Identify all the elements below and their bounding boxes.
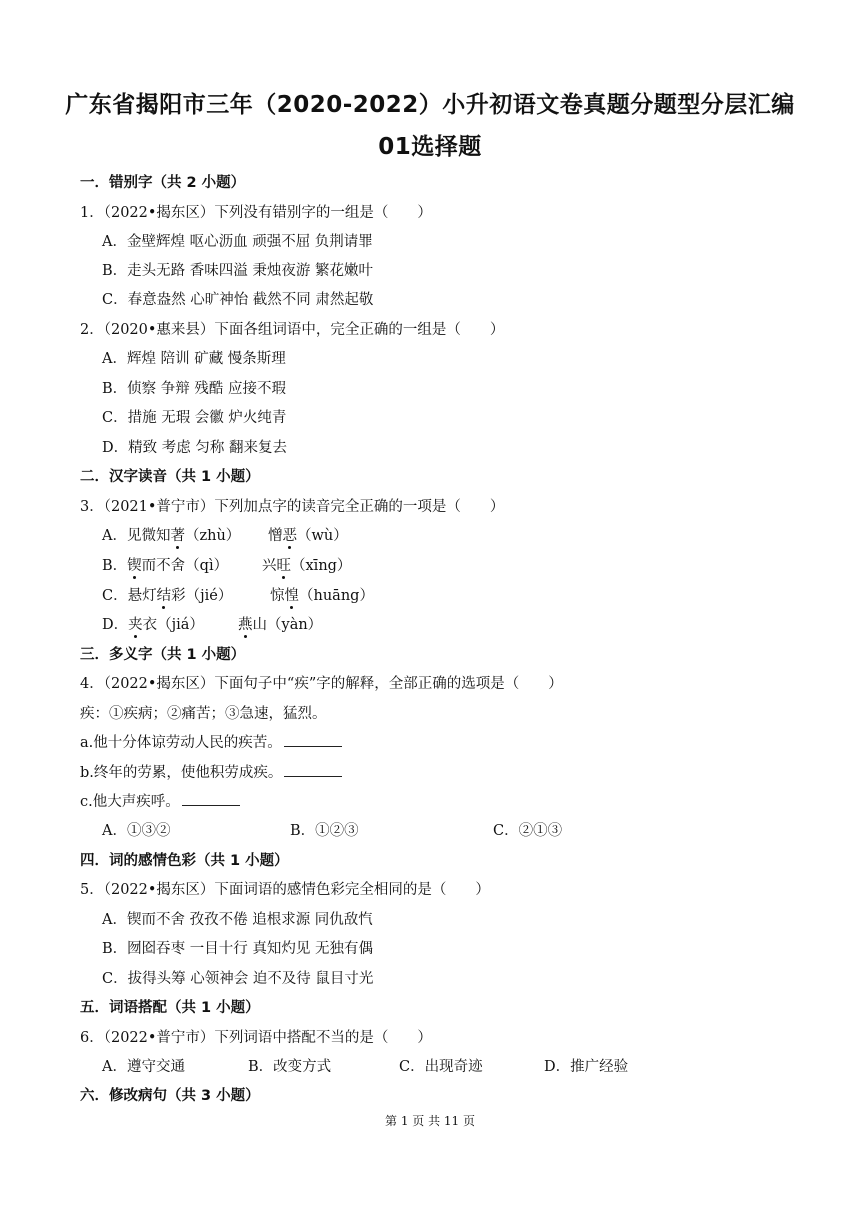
dotted-character: 旺: [276, 558, 291, 574]
question-1-option-c: C．春意盎然 心旷神怡 截然不同 肃然起敬: [102, 292, 374, 308]
document-title-line1: 广东省揭阳市三年（2020-2022）小升初语文卷真题分题型分层汇编: [65, 92, 795, 118]
question-2-stem: 2．（2020•惠来县）下面各组词语中，完全正确的一组是（ ）: [80, 322, 505, 338]
question-4-sentence-b: b.终年的劳累，使他积劳成疾。: [80, 764, 342, 782]
section-heading-sentence-correction: 六．修改病句（共 3 小题）: [80, 1088, 260, 1104]
answer-blank[interactable]: [284, 764, 342, 777]
question-4-sentence-c: c.他大声疾呼。: [80, 793, 240, 811]
answer-blank[interactable]: [182, 793, 240, 806]
question-4-definitions: 疾：①疾病；②痛苦；③急速，猛烈。: [80, 706, 327, 722]
dotted-character: 结: [156, 588, 172, 604]
question-5-stem: 5．（2022•揭东区）下面词语的感情色彩完全相同的是（ ）: [80, 882, 490, 898]
option-label: A．: [102, 528, 127, 544]
dotted-character: 惶: [284, 588, 299, 604]
dotted-character: 燕: [238, 617, 253, 633]
document-title-line2: 01选择题: [378, 134, 482, 160]
question-3-option-c-word2: 惊惶（huāng）: [270, 588, 374, 604]
question-6-option-a: A．遵守交通: [102, 1059, 185, 1075]
question-1-option-a: A．金壁辉煌 呕心沥血 顽强不屈 负荆请罪: [102, 234, 373, 250]
question-4-option-a: A．①③②: [102, 823, 171, 839]
question-2-option-a: A．辉煌 陪训 矿藏 慢条斯理: [102, 351, 286, 367]
option-label: C．: [102, 588, 128, 604]
question-4-option-c: C．②①③: [493, 823, 563, 839]
section-heading-polysemy: 三．多义字（共 1 小题）: [80, 647, 246, 663]
question-3-option-a-word2: 憎恶（wù）: [268, 528, 348, 544]
dotted-character: 锲: [127, 558, 142, 574]
question-3-option-b: B．锲而不舍（qì）: [102, 558, 229, 574]
question-3-option-d-word2: 燕山（yàn）: [238, 617, 323, 633]
question-3-option-d: D．夹衣（jiá）: [102, 617, 204, 633]
question-4-option-b: B．①②③: [290, 823, 359, 839]
question-5-option-b: B．囫囵吞枣 一目十行 真知灼见 无独有偶: [102, 941, 373, 957]
question-4-stem: 4．（2022•揭东区）下面句子中“疾”字的解释，全部正确的选项是（ ）: [80, 676, 563, 692]
dotted-character: 恶: [282, 528, 297, 544]
option-label: B．: [102, 558, 128, 574]
section-heading-sentiment: 四．词的感情色彩（共 1 小题）: [80, 853, 289, 869]
dotted-character: 著: [170, 528, 185, 544]
question-4-sentence-a: a.他十分体谅劳动人民的疾苦。: [80, 734, 342, 752]
question-3-option-b-word2: 兴旺（xīng）: [262, 558, 352, 574]
section-heading-pronunciation: 二．汉字读音（共 1 小题）: [80, 469, 260, 485]
option-label: D．: [102, 617, 129, 633]
question-6-option-b: B．改变方式: [248, 1059, 332, 1075]
dotted-character: 夹: [128, 617, 143, 633]
answer-blank[interactable]: [284, 734, 342, 747]
question-3-option-c: C．悬灯结彩（jié）: [102, 588, 233, 604]
question-5-option-a: A．锲而不舍 孜孜不倦 追根求源 同仇敌忾: [102, 912, 373, 928]
page-footer: 第 1 页 共 11 页: [385, 1114, 475, 1128]
question-1-option-b: B．走头无路 香味四溢 秉烛夜游 繁花嫩叶: [102, 263, 373, 279]
question-5-option-c: C．拔得头筹 心领神会 迫不及待 鼠目寸光: [102, 971, 374, 987]
question-1-stem: 1．（2022•揭东区）下列没有错别字的一组是（ ）: [80, 205, 432, 221]
question-6-option-d: D．推广经验: [544, 1059, 629, 1075]
question-2-option-b: B．侦察 争辩 残酷 应接不瑕: [102, 381, 286, 397]
section-heading-collocation: 五．词语搭配（共 1 小题）: [80, 1000, 260, 1016]
question-6-option-c: C．出现奇迹: [399, 1059, 483, 1075]
question-3-option-a: A．见微知著（zhù）: [102, 528, 241, 544]
question-6-stem: 6．（2022•普宁市）下列词语中搭配不当的是（ ）: [80, 1030, 432, 1046]
question-2-option-d: D．精致 考虑 匀称 翻来复去: [102, 440, 287, 456]
question-3-stem: 3．（2021•普宁市）下列加点字的读音完全正确的一项是（ ）: [80, 499, 505, 515]
section-heading-typos: 一．错别字（共 2 小题）: [80, 175, 246, 191]
question-2-option-c: C．措施 无瑕 会徽 炉火纯青: [102, 410, 287, 426]
